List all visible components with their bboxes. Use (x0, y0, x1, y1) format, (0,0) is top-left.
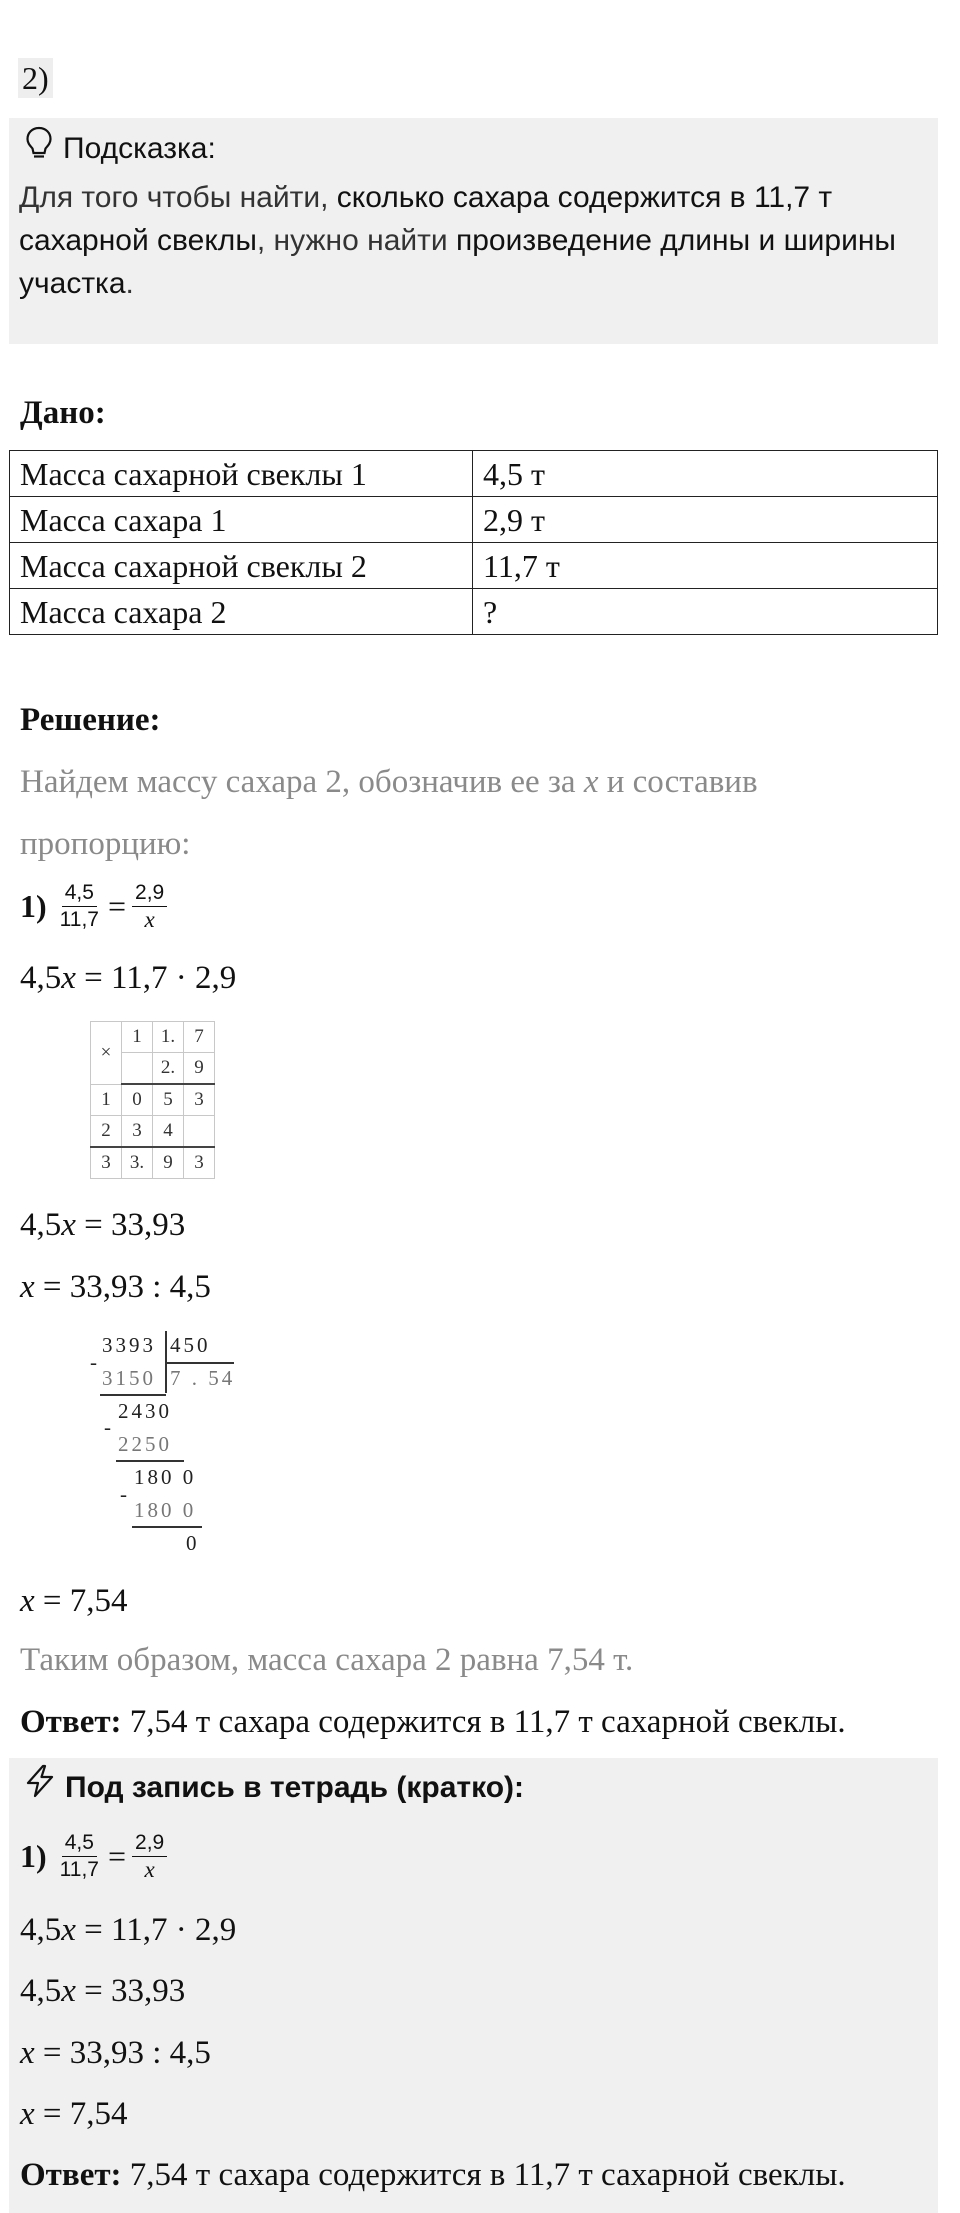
hint-title: Подсказка: (63, 131, 216, 165)
table-cell: 3 (184, 1147, 215, 1179)
table-cell: 5 (153, 1084, 184, 1116)
given-table (9, 450, 938, 635)
table-row (91, 1147, 215, 1179)
problem-number: 2) (18, 58, 53, 98)
minus-sign: - (120, 1482, 130, 1506)
hint-header (25, 126, 216, 171)
minus-sign: - (90, 1350, 100, 1374)
table-row (91, 1116, 215, 1148)
hint-box (9, 118, 938, 344)
table-cell: 3 (184, 1084, 215, 1116)
equation-3: x = 33,93 : 4,5 (20, 1269, 211, 1305)
table-row (91, 1084, 215, 1116)
table-cell: 3 (122, 1116, 153, 1148)
divisor: 450 (170, 1333, 211, 1357)
table-cell: 3 (91, 1147, 122, 1179)
table-cell: Масса сахара 1 (10, 497, 473, 543)
dividend: 3393 (102, 1333, 156, 1357)
subtrahend-3: 180 0 (134, 1498, 197, 1522)
remainder-3: 0 (186, 1531, 200, 1555)
table-cell: 1 (122, 1022, 153, 1053)
lightbulb-icon (25, 126, 53, 171)
table-cell: Масса сахарной свеклы 2 (10, 543, 473, 589)
table-cell: 7 (184, 1022, 215, 1053)
notes-proportion: 1) $\frac{4,5}{11,7}$ = $\frac{2,9}{x}$ (20, 1830, 169, 1883)
notes-title: Под запись в тетрадь (кратко): (65, 1770, 525, 1804)
table-cell: × (91, 1022, 122, 1085)
notes-equation-1: 4,5x = 11,7 · 2,9 (20, 1912, 237, 1948)
quotient: 7 . 54 (170, 1366, 236, 1390)
table-cell: 3. (122, 1147, 153, 1179)
table-cell: 9 (184, 1053, 215, 1085)
lightning-icon (25, 1764, 55, 1811)
table-cell: 1. (153, 1022, 184, 1053)
table-cell: 4,5 т (473, 451, 938, 497)
notes-equation-3: x = 33,93 : 4,5 (20, 2035, 211, 2071)
table-cell: 1 (91, 1084, 122, 1116)
table-row (10, 543, 938, 589)
proportion: 1) $\frac{4,5}{11,7}$ = $\frac{2,9}{x}$ (20, 880, 169, 933)
subtrahend-1: 3150 (102, 1366, 156, 1390)
table-row (10, 497, 938, 543)
table-cell: ? (473, 589, 938, 635)
remainder-1: 2430 (118, 1399, 172, 1423)
notes-header (25, 1764, 524, 1811)
equation-2: 4,5x = 33,93 (20, 1207, 186, 1243)
table-cell: 2. (153, 1053, 184, 1085)
table-cell: 2 (91, 1116, 122, 1148)
table-cell (184, 1116, 215, 1148)
table-row (91, 1022, 215, 1053)
table-cell: 4 (153, 1116, 184, 1148)
notes-equation-4: x = 7,54 (20, 2096, 128, 2132)
table-row (10, 451, 938, 497)
equation-4: x = 7,54 (20, 1583, 128, 1619)
table-cell: 9 (153, 1147, 184, 1179)
table-cell (122, 1053, 153, 1085)
subtrahend-2: 2250 (118, 1432, 172, 1456)
table-row (10, 589, 938, 635)
table-cell: Масса сахара 2 (10, 589, 473, 635)
table-cell: 0 (122, 1084, 153, 1116)
table-cell: 2,9 т (473, 497, 938, 543)
answer: Ответ: 7,54 т сахара содержится в 11,7 т сахарной свеклы. (20, 1704, 846, 1740)
solution-title: Решение: (20, 702, 161, 738)
hint-text: Для того чтобы найти, сколько сахара содержится в 11,7 т сахарной свеклы, нужно найти произведение длины и ширины участка. (19, 181, 896, 300)
solution-intro: Найдем массу сахара 2, обозначив ее за x и составив (20, 764, 758, 800)
notes-answer: Ответ: 7,54 т сахара содержится в 11,7 т сахарной свеклы. (20, 2157, 846, 2193)
notes-box (9, 1758, 938, 2213)
table-cell: Масса сахарной свеклы 1 (10, 451, 473, 497)
given-title: Дано: (20, 395, 106, 431)
minus-sign: - (104, 1415, 114, 1439)
conclusion: Таким образом, масса сахара 2 равна 7,54 т. (20, 1642, 634, 1678)
table-cell: 11,7 т (473, 543, 938, 589)
multiplication-grid (90, 1021, 215, 1179)
notes-equation-2: 4,5x = 33,93 (20, 1973, 186, 2009)
equation-1: 4,5x = 11,7 · 2,9 (20, 960, 237, 996)
solution-intro-cont: пропорцию: (20, 826, 191, 862)
remainder-2: 180 0 (134, 1465, 197, 1489)
